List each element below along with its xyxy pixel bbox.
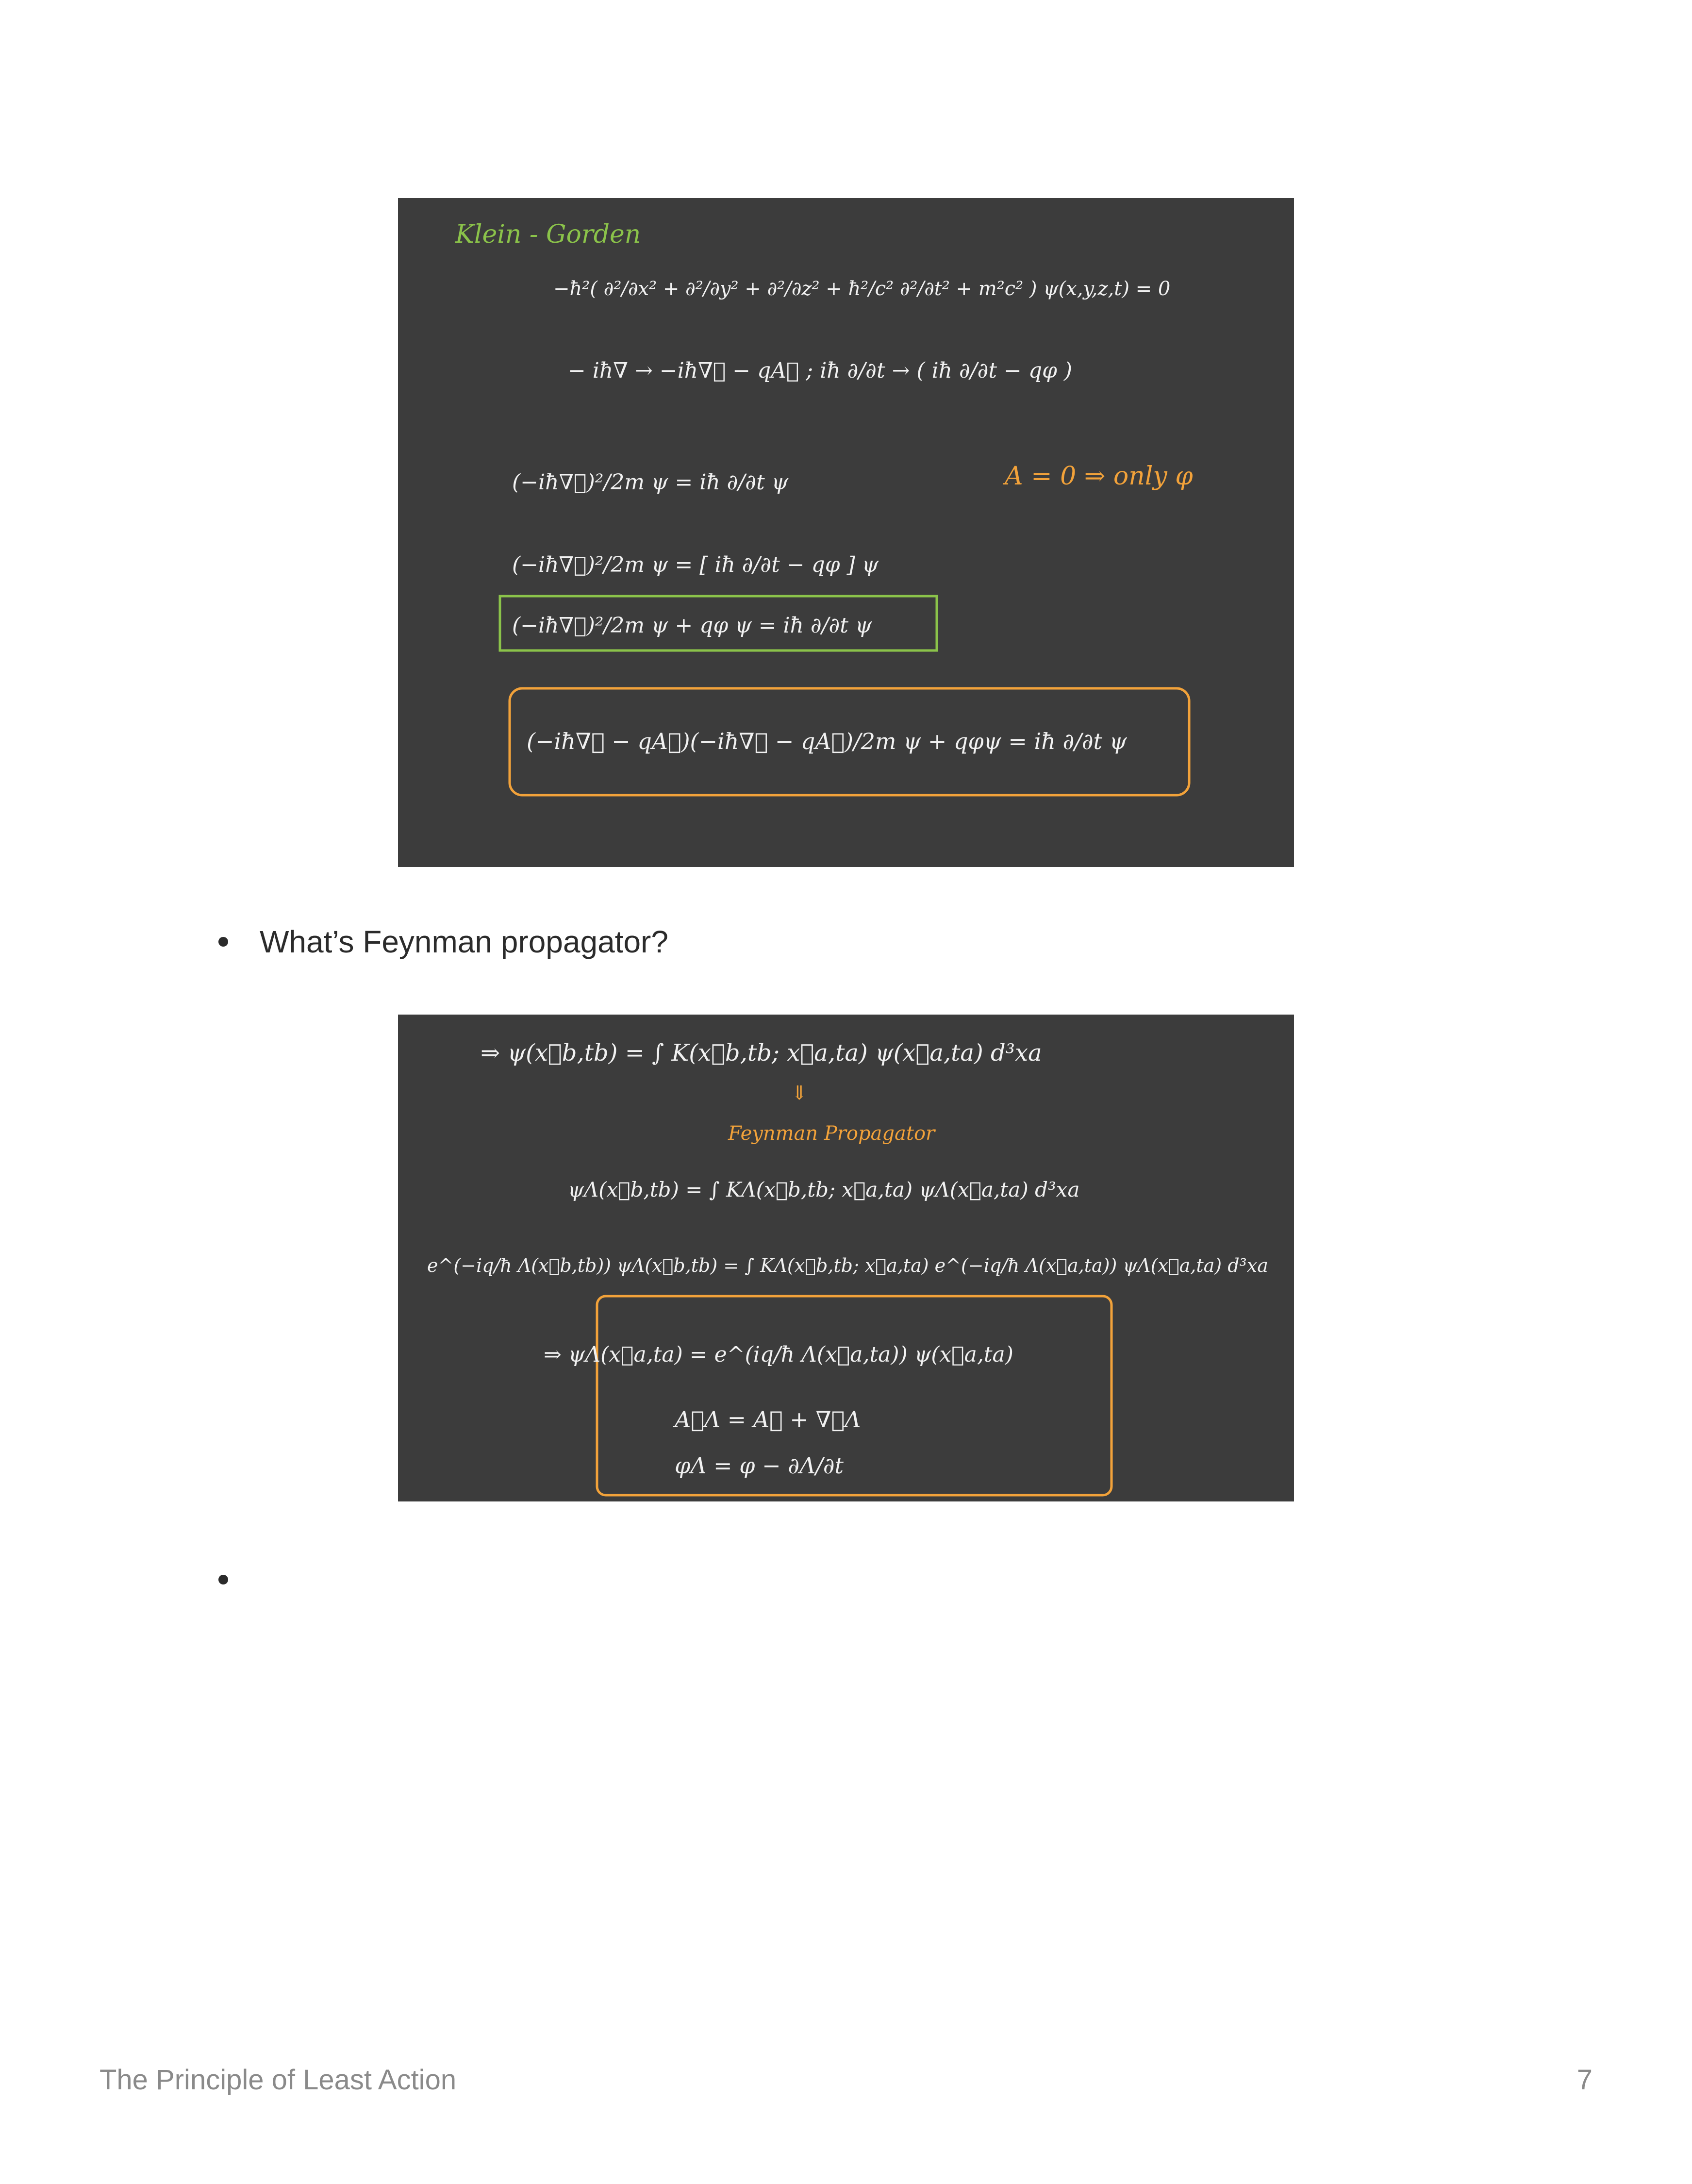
equation-klein-gordon: −ħ²( ∂²/∂x² + ∂²/∂y² + ∂²/∂z² + ħ²/c² ∂²/∂t² + m²c² ) ψ(x,y,z,t) = 0	[553, 278, 1171, 300]
footer-page-number: 7	[1576, 2064, 1592, 2096]
equation-gauge-scalar-potential: φΛ = φ − ∂Λ/∂t	[675, 1452, 844, 1479]
equation-boxed-scalar: (−iħ∇⃗)²/2m ψ + qφ ψ = iħ ∂/∂t ψ	[512, 613, 872, 638]
orange-result-box	[597, 1296, 1111, 1495]
board-title: Klein - Gorden	[455, 220, 641, 249]
bullet-dot-1	[218, 937, 228, 947]
bullet-text-feynman: What’s Feynman propagator?	[260, 924, 668, 959]
klein-gordon-board	[398, 198, 1294, 867]
equation-gauge-vector-potential: A⃗Λ = A⃗ + ∇⃗Λ	[675, 1406, 861, 1433]
note-a-zero: A = 0 ⇒ only φ	[1005, 462, 1193, 491]
equation-free-schrodinger: (−iħ∇⃗)²/2m ψ = iħ ∂/∂t ψ	[512, 470, 789, 495]
bullet-dot-2	[218, 1575, 228, 1584]
footer-title: The Principle of Least Action	[100, 2064, 457, 2096]
equation-full-coupling: (−iħ∇⃗ − qA⃗)(−iħ∇⃗ − qA⃗)/2m ψ + qφψ = iħ ∂/∂t ψ	[527, 728, 1127, 754]
label-feynman-propagator: Feynman Propagator	[728, 1122, 935, 1145]
feynman-propagator-board	[398, 1015, 1294, 1501]
down-arrow: ⇓	[791, 1082, 808, 1104]
equation-gauge-wavefunction: ⇒ ψΛ(x⃗a,ta) = e^(iq/ħ Λ(x⃗a,ta)) ψ(x⃗a,ta)	[544, 1342, 1013, 1367]
equation-phase-factor: e^(−iq/ħ Λ(x⃗b,tb)) ψΛ(x⃗b,tb) = ∫ KΛ(x⃗b,tb; x⃗a,ta) e^(−iq/ħ Λ(x⃗a,ta)) ψΛ(x⃗a,ta) d³xa	[427, 1255, 1268, 1276]
equation-propagator-integral: ⇒ ψ(x⃗b,tb) = ∫ K(x⃗b,tb; x⃗a,ta) ψ(x⃗a,ta) d³xa	[481, 1039, 1042, 1067]
equation-scalar-potential: (−iħ∇⃗)²/2m ψ = [ iħ ∂/∂t − qφ ] ψ	[512, 552, 879, 577]
equation-minimal-coupling: − iħ∇ → −iħ∇⃗ − qA⃗ ; iħ ∂/∂t → ( iħ ∂/∂t − qφ )	[568, 358, 1072, 383]
equation-gauge-propagator: ψΛ(x⃗b,tb) = ∫ KΛ(x⃗b,tb; x⃗a,ta) ψΛ(x⃗a,ta) d³xa	[568, 1178, 1080, 1201]
klein-gordon-svg	[398, 198, 1294, 867]
feynman-propagator-svg	[398, 1015, 1294, 1501]
